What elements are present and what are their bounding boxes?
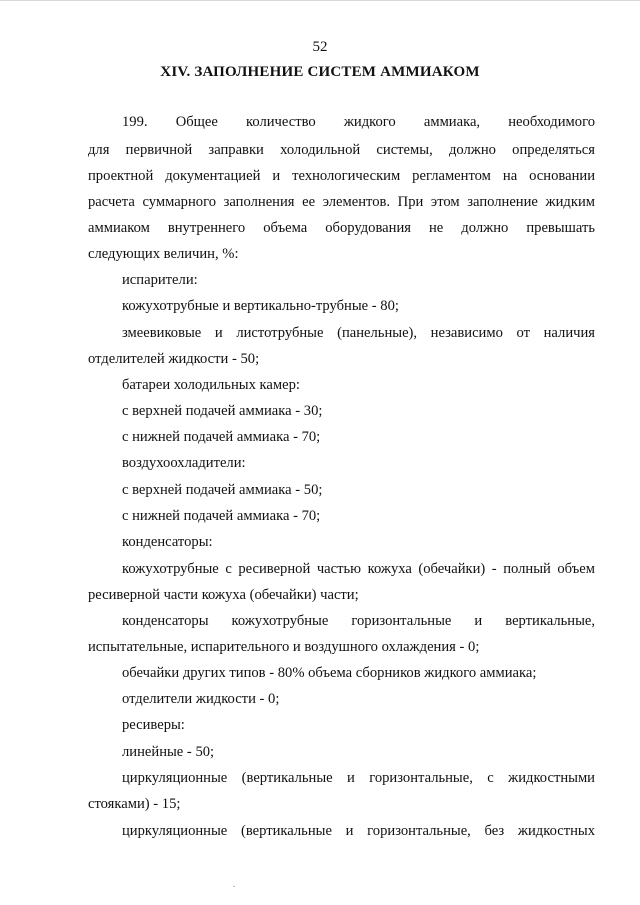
paragraph-line: для первичной заправки холодильной системы, должно определяться [88,142,595,158]
list-item: линейные - 50; [122,744,215,760]
section-title: XIV. ЗАПОЛНЕНИЕ СИСТЕМ АММИАКОМ [160,64,480,80]
list-item: с верхней подачей аммиака - 50; [122,482,323,498]
list-heading: испарители: [122,272,198,288]
list-heading: ресиверы: [122,717,185,733]
list-item: с нижней подачей аммиака - 70; [122,429,321,445]
list-item: обечайки других типов - 80% объема сборников жидкого аммиака; [122,665,537,681]
list-heading: батареи холодильных камер: [122,377,300,393]
list-item: циркуляционные (вертикальные и горизонтальные, без жидкостных [122,823,595,839]
list-item-continuation: отделителей жидкости - 50; [88,351,260,367]
paragraph-line: следующих величин, %: [88,246,239,262]
paragraph-line: проектной документацией и технологическим регламентом на основании [88,168,595,184]
list-item: конденсаторы кожухотрубные горизонтальные и вертикальные, [122,613,595,629]
list-item: с верхней подачей аммиака - 30; [122,403,323,419]
list-item: циркуляционные (вертикальные и горизонтальные, с жидкостными [122,770,595,786]
list-item-continuation: стояками) - 15; [88,796,181,812]
list-item-continuation: испытательные, испарительного и воздушного охлаждения - 0; [88,639,480,655]
paragraph-line: аммиаком внутреннего объема оборудования не должно превышать [88,220,595,236]
paragraph-line: расчета суммарного заполнения ее элементов. При этом заполнение жидким [88,194,595,210]
list-item: кожухотрубные с ресиверной частью кожуха (обечайки) - полный объем [122,561,595,577]
list-item: отделители жидкости - 0; [122,691,280,707]
list-item: с нижней подачей аммиака - 70; [122,508,321,524]
paragraph-line: 199. Общее количество жидкого аммиака, необходимого [122,114,595,130]
list-item-continuation: ресиверной части кожуха (обечайки) части; [88,587,359,603]
list-heading: конденсаторы: [122,534,213,550]
list-item: змеевиковые и листотрубные (панельные), независимо от наличия [122,325,595,341]
page-top-edge [0,0,640,1]
list-item: кожухотрубные и вертикально-трубные - 80; [122,298,399,314]
page-number: 52 [312,39,328,55]
scan-speck [233,886,235,887]
list-heading: воздухоохладители: [122,455,246,471]
